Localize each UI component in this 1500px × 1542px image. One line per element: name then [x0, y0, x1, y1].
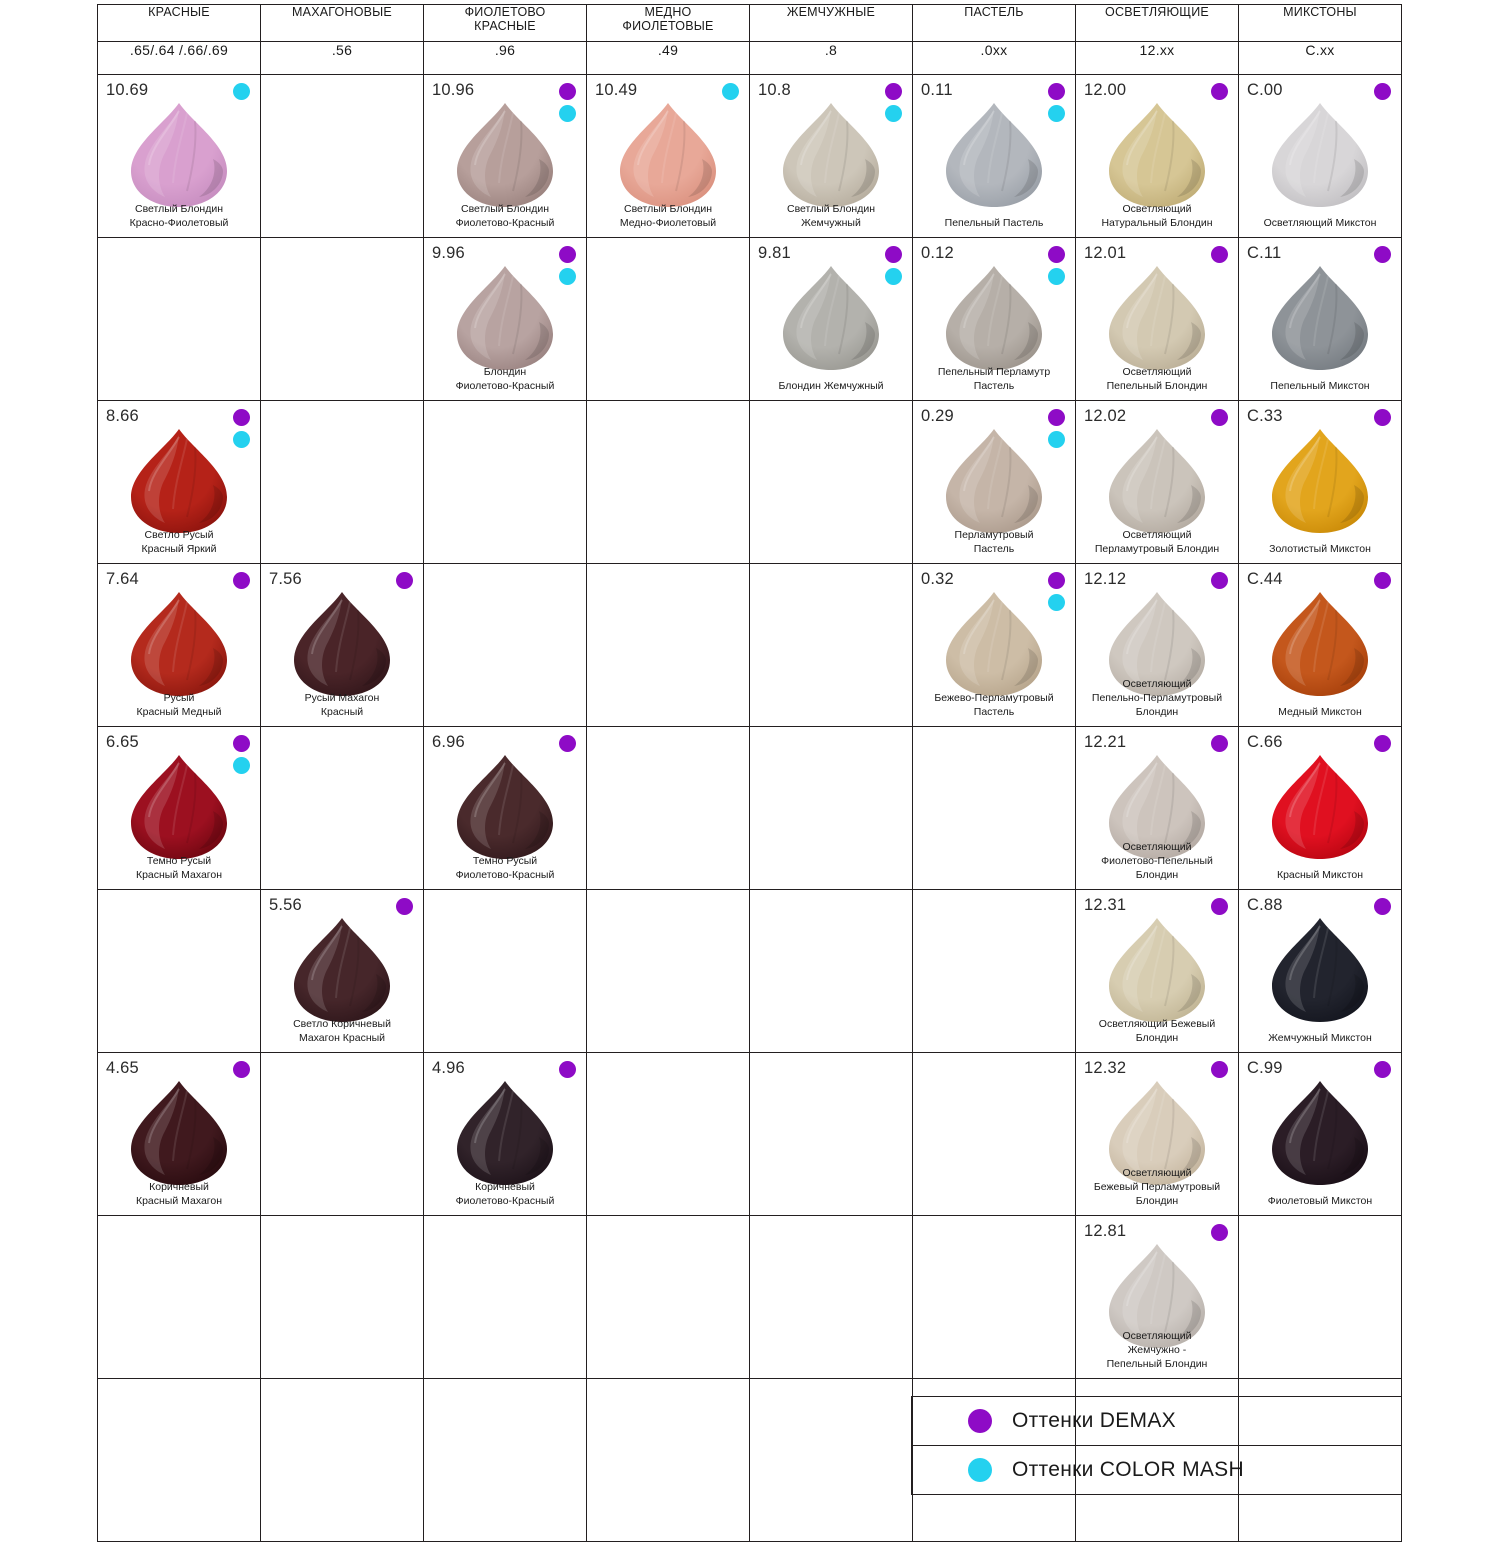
shade-cell — [424, 1053, 587, 1216]
shade-card[interactable] — [1076, 890, 1238, 1052]
shade-badges — [233, 572, 250, 589]
shade-name: Жемчужный Микстон — [1268, 1032, 1372, 1045]
empty-cell — [750, 401, 913, 564]
demax-dot-icon — [233, 572, 250, 589]
shade-name: Блондин Фиолетово-Красный — [455, 366, 555, 393]
shade-name: Осветляющий Натуральный Блондин — [1101, 203, 1213, 230]
hair-swatch-icon — [773, 101, 889, 209]
shade-card[interactable] — [913, 401, 1075, 563]
shade-name: Осветляющий Фиолетово-Пепельный Блондин — [1101, 841, 1213, 882]
demax-dot-icon — [233, 409, 250, 426]
column-code-subheader: .96 — [424, 42, 587, 75]
shade-cell — [1239, 1053, 1402, 1216]
demax-dot-icon — [559, 1061, 576, 1078]
demax-dot-icon — [1211, 83, 1228, 100]
shade-cell — [1239, 238, 1402, 401]
shade-code: 12.00 — [1084, 81, 1127, 99]
shade-cell — [1239, 401, 1402, 564]
column-header: ЖЕМЧУЖНЫЕ — [750, 5, 913, 42]
shade-code: 0.29 — [921, 407, 954, 425]
shade-code: C.33 — [1247, 407, 1283, 425]
demax-dot-icon — [1048, 246, 1065, 263]
empty-cell — [587, 564, 750, 727]
empty-cell — [424, 1216, 587, 1379]
shade-card[interactable] — [1076, 1216, 1238, 1378]
demax-dot-icon — [1211, 246, 1228, 263]
column-code-subheader: .0xx — [913, 42, 1076, 75]
hair-swatch-icon — [1262, 916, 1378, 1024]
shade-card[interactable] — [424, 75, 586, 237]
shade-cell — [1239, 890, 1402, 1053]
shade-name: Русый Красный Медный — [136, 692, 222, 719]
empty-cell — [587, 401, 750, 564]
demax-dot-icon — [559, 246, 576, 263]
demax-dot-icon — [559, 735, 576, 752]
shade-badges — [1374, 409, 1391, 426]
shade-code: C.88 — [1247, 896, 1283, 914]
table-row — [98, 401, 1402, 564]
shade-name: Светлый Блондин Жемчужный — [786, 203, 875, 230]
shade-card[interactable] — [1239, 401, 1401, 563]
hair-swatch-icon — [1099, 264, 1215, 372]
legend-label: Оттенки COLOR MASH — [1012, 1458, 1244, 1481]
table-row — [98, 890, 1402, 1053]
hair-swatch-icon — [284, 590, 400, 698]
shade-badges — [1211, 898, 1228, 915]
column-header: МЕДНО ФИОЛЕТОВЫЕ — [587, 5, 750, 42]
shade-name: Перламутровый Пастель — [954, 529, 1034, 556]
demax-dot-icon — [233, 1061, 250, 1078]
color-mash-dot-icon — [968, 1458, 992, 1482]
column-header: ПАСТЕЛЬ — [913, 5, 1076, 42]
shade-cell — [1076, 238, 1239, 401]
demax-dot-icon — [1374, 83, 1391, 100]
hair-swatch-icon — [1262, 1079, 1378, 1187]
shade-code: C.66 — [1247, 733, 1283, 751]
shade-code: 12.31 — [1084, 896, 1127, 914]
empty-cell — [98, 238, 261, 401]
shade-code: 12.02 — [1084, 407, 1127, 425]
shade-code: 8.66 — [106, 407, 139, 425]
shade-card[interactable] — [98, 75, 260, 237]
demax-dot-icon — [396, 572, 413, 589]
shade-cell — [1076, 401, 1239, 564]
shade-code: 10.96 — [432, 81, 475, 99]
shade-cell — [913, 401, 1076, 564]
shade-card[interactable] — [98, 564, 260, 726]
hair-swatch-icon — [1262, 753, 1378, 861]
column-header: КРАСНЫЕ — [98, 5, 261, 42]
empty-cell — [424, 564, 587, 727]
demax-dot-icon — [1048, 572, 1065, 589]
empty-cell — [587, 890, 750, 1053]
column-code-subheader: C.xx — [1239, 42, 1402, 75]
shade-cell — [913, 564, 1076, 727]
demax-dot-icon — [1374, 246, 1391, 263]
hair-swatch-icon — [121, 101, 237, 209]
empty-cell — [1239, 1216, 1402, 1379]
shade-name: Русый Махагон Красный — [304, 692, 380, 719]
demax-dot-icon — [1211, 1224, 1228, 1241]
shade-cell — [1239, 727, 1402, 890]
shade-card[interactable] — [1076, 727, 1238, 889]
hair-swatch-icon — [121, 753, 237, 861]
shade-code: 12.81 — [1084, 1222, 1127, 1240]
hair-swatch-icon — [447, 264, 563, 372]
empty-cell — [261, 1053, 424, 1216]
shade-name: Осветляющий Пепельный Блондин — [1106, 366, 1208, 393]
empty-cell — [750, 1379, 913, 1542]
hair-swatch-icon — [610, 101, 726, 209]
shade-code: 0.32 — [921, 570, 954, 588]
empty-cell — [424, 890, 587, 1053]
empty-cell — [913, 890, 1076, 1053]
shade-badges — [233, 83, 250, 100]
empty-cell — [913, 1216, 1076, 1379]
shade-cell — [98, 75, 261, 238]
table-row — [98, 1053, 1402, 1216]
shade-name: Бежево-Перламутровый Пастель — [934, 692, 1054, 719]
shade-card[interactable] — [1076, 75, 1238, 237]
shade-cell — [1076, 727, 1239, 890]
hair-swatch-icon — [121, 427, 237, 535]
shade-badges — [1211, 572, 1228, 589]
shade-cell — [587, 75, 750, 238]
shade-name: Пепельный Пастель — [944, 217, 1044, 230]
hair-swatch-icon — [284, 916, 400, 1024]
shade-cell — [1076, 564, 1239, 727]
empty-cell — [750, 1053, 913, 1216]
shade-code: 10.49 — [595, 81, 638, 99]
column-header: МИКСТОНЫ — [1239, 5, 1402, 42]
shade-code: 10.69 — [106, 81, 149, 99]
shade-code: C.00 — [1247, 81, 1283, 99]
shade-name: Осветляющий Микстон — [1263, 217, 1377, 230]
empty-cell — [587, 1053, 750, 1216]
shade-name: Коричневый Фиолетово-Красный — [455, 1181, 555, 1208]
color-mash-dot-icon — [233, 83, 250, 100]
shade-card[interactable] — [750, 238, 912, 400]
hair-swatch-icon — [773, 264, 889, 372]
demax-dot-icon — [1374, 898, 1391, 915]
shade-card[interactable] — [98, 727, 260, 889]
demax-dot-icon — [1048, 409, 1065, 426]
shade-code: 12.21 — [1084, 733, 1127, 751]
demax-dot-icon — [1374, 1061, 1391, 1078]
shade-name: Пепельный Микстон — [1270, 380, 1370, 393]
shade-code: 4.96 — [432, 1059, 465, 1077]
shade-name: Светлый Блондин Фиолетово-Красный — [455, 203, 555, 230]
shade-code: 7.56 — [269, 570, 302, 588]
demax-dot-icon — [1374, 409, 1391, 426]
shade-card[interactable] — [750, 75, 912, 237]
shade-name: Золотистый Микстон — [1269, 543, 1371, 556]
shade-cell — [261, 564, 424, 727]
shade-cell — [424, 75, 587, 238]
shade-cell — [1239, 564, 1402, 727]
demax-dot-icon — [885, 83, 902, 100]
empty-cell — [750, 727, 913, 890]
demax-dot-icon — [1211, 735, 1228, 752]
shade-card[interactable] — [1239, 890, 1401, 1052]
shade-badges — [396, 572, 413, 589]
shade-badges — [1374, 898, 1391, 915]
empty-cell — [261, 75, 424, 238]
shade-badges — [233, 1061, 250, 1078]
column-header: МАХАГОНОВЫЕ — [261, 5, 424, 42]
shade-badges — [1211, 1224, 1228, 1241]
shade-card[interactable] — [424, 727, 586, 889]
shade-cell — [1076, 1053, 1239, 1216]
shade-name: Темно Русый Красный Махагон — [135, 855, 223, 882]
column-code-subheader: .56 — [261, 42, 424, 75]
shade-code: 4.65 — [106, 1059, 139, 1077]
hair-swatch-icon — [936, 590, 1052, 698]
column-code-subheader: .8 — [750, 42, 913, 75]
shade-card[interactable] — [261, 890, 423, 1052]
legend-item-demax — [912, 1396, 1401, 1445]
shade-card[interactable] — [1239, 75, 1401, 237]
shade-badges — [1211, 246, 1228, 263]
shade-card[interactable] — [913, 75, 1075, 237]
table-row — [98, 1216, 1402, 1379]
empty-cell — [750, 1216, 913, 1379]
table-row — [98, 238, 1402, 401]
shade-name: Блондин Жемчужный — [778, 380, 884, 393]
shade-card[interactable] — [1076, 564, 1238, 726]
hair-swatch-icon — [1262, 101, 1378, 209]
shade-badges — [1374, 83, 1391, 100]
shade-name: Медный Микстон — [1278, 706, 1362, 719]
shade-name: Осветляющий Бежевый Блондин — [1098, 1018, 1216, 1045]
shade-badges — [1374, 1061, 1391, 1078]
hair-swatch-icon — [447, 101, 563, 209]
shade-cell — [1076, 75, 1239, 238]
demax-dot-icon — [559, 83, 576, 100]
shade-cell — [750, 75, 913, 238]
shade-badges — [1211, 409, 1228, 426]
shade-cell — [424, 238, 587, 401]
shade-badges — [722, 83, 739, 100]
column-code-subheader: 12.xx — [1076, 42, 1239, 75]
shade-name: Красный Микстон — [1276, 869, 1364, 882]
empty-cell — [587, 1379, 750, 1542]
empty-cell — [261, 1216, 424, 1379]
shade-code: 5.56 — [269, 896, 302, 914]
shade-name: Светлый Блондин Медно-Фиолетовый — [619, 203, 717, 230]
demax-dot-icon — [1211, 898, 1228, 915]
shade-name: Темно Русый Фиолетово-Красный — [455, 855, 555, 882]
shade-code: 12.32 — [1084, 1059, 1127, 1077]
demax-dot-icon — [1048, 83, 1065, 100]
demax-dot-icon — [885, 246, 902, 263]
empty-cell — [261, 238, 424, 401]
column-header: ОСВЕТЛЯЮЩИЕ — [1076, 5, 1239, 42]
shade-code: 7.64 — [106, 570, 139, 588]
column-code-subheader: .49 — [587, 42, 750, 75]
empty-cell — [261, 1379, 424, 1542]
shade-badges — [559, 1061, 576, 1078]
shade-code: 9.96 — [432, 244, 465, 262]
empty-cell — [424, 1379, 587, 1542]
shade-code: 6.65 — [106, 733, 139, 751]
shade-cell — [98, 1053, 261, 1216]
color-mash-dot-icon — [722, 83, 739, 100]
shade-cell — [98, 401, 261, 564]
empty-cell — [587, 727, 750, 890]
demax-dot-icon — [968, 1409, 992, 1433]
empty-cell — [98, 1379, 261, 1542]
shade-badges — [1374, 246, 1391, 263]
shade-code: 12.01 — [1084, 244, 1127, 262]
shade-code: 10.8 — [758, 81, 791, 99]
shade-card[interactable] — [1076, 238, 1238, 400]
table-row — [98, 727, 1402, 890]
shade-badges — [1374, 572, 1391, 589]
shade-badges — [559, 735, 576, 752]
demax-dot-icon — [233, 735, 250, 752]
shade-badges — [1211, 735, 1228, 752]
hair-swatch-icon — [1099, 916, 1215, 1024]
shade-name: Светлый Блондин Красно-Фиолетовый — [129, 203, 229, 230]
empty-cell — [913, 1053, 1076, 1216]
hair-swatch-icon — [936, 264, 1052, 372]
legend-item-color-mash — [912, 1445, 1401, 1494]
empty-cell — [587, 1216, 750, 1379]
empty-cell — [98, 890, 261, 1053]
shade-code: 0.11 — [921, 81, 953, 99]
shade-card[interactable] — [913, 564, 1075, 726]
legend — [911, 1396, 1402, 1495]
shade-cell — [261, 890, 424, 1053]
empty-cell — [261, 401, 424, 564]
demax-dot-icon — [1211, 572, 1228, 589]
shade-card[interactable] — [587, 75, 749, 237]
hair-swatch-icon — [447, 753, 563, 861]
shade-name: Коричневый Красный Махагон — [135, 1181, 223, 1208]
shade-badges — [1211, 1061, 1228, 1078]
demax-dot-icon — [1374, 572, 1391, 589]
shade-name: Осветляющий Жемчужно - Пепельный Блондин — [1106, 1330, 1208, 1371]
hair-swatch-icon — [1099, 427, 1215, 535]
shade-name: Осветляющий Пепельно-Перламутровый Блондин — [1091, 678, 1223, 719]
hair-swatch-icon — [1262, 264, 1378, 372]
shade-cell — [913, 75, 1076, 238]
shade-card[interactable] — [1239, 564, 1401, 726]
column-code-subheader: .65/.64 /.66/.69 — [98, 42, 261, 75]
shade-card[interactable] — [98, 1053, 260, 1215]
table-header-row — [98, 5, 1402, 42]
column-header: ФИОЛЕТОВО КРАСНЫЕ — [424, 5, 587, 42]
table-row — [98, 564, 1402, 727]
demax-dot-icon — [1211, 409, 1228, 426]
shade-name: Пепельный Перламутр Пастель — [937, 366, 1051, 393]
shade-cell — [913, 238, 1076, 401]
empty-cell — [261, 727, 424, 890]
shade-name: Фиолетовый Микстон — [1267, 1195, 1373, 1208]
table-row — [98, 75, 1402, 238]
shade-code: 6.96 — [432, 733, 465, 751]
shade-card[interactable] — [424, 1053, 586, 1215]
shade-name: Осветляющий Перламутровый Блондин — [1094, 529, 1220, 556]
hair-swatch-icon — [1099, 101, 1215, 209]
shade-card[interactable] — [1239, 1053, 1401, 1215]
shade-card[interactable] — [1076, 1053, 1238, 1215]
shade-cell — [98, 564, 261, 727]
hair-swatch-icon — [121, 590, 237, 698]
hair-swatch-icon — [936, 427, 1052, 535]
shade-badges — [1211, 83, 1228, 100]
empty-cell — [98, 1216, 261, 1379]
shade-code: C.44 — [1247, 570, 1283, 588]
shade-cell — [424, 727, 587, 890]
hair-swatch-icon — [1262, 427, 1378, 535]
shade-card[interactable] — [913, 238, 1075, 400]
shade-cell — [98, 727, 261, 890]
empty-cell — [913, 727, 1076, 890]
shade-cell — [1239, 75, 1402, 238]
shade-card[interactable] — [424, 238, 586, 400]
shade-badges — [1374, 735, 1391, 752]
shade-code: 12.12 — [1084, 570, 1127, 588]
empty-cell — [587, 238, 750, 401]
shade-code: 9.81 — [758, 244, 791, 262]
shade-name: Осветляющий Бежевый Перламутровый Блондин — [1093, 1167, 1221, 1208]
shade-cell — [1076, 890, 1239, 1053]
shade-card[interactable] — [1239, 727, 1401, 889]
demax-dot-icon — [396, 898, 413, 915]
shade-card[interactable] — [1239, 238, 1401, 400]
shade-card[interactable] — [261, 564, 423, 726]
hair-swatch-icon — [447, 1079, 563, 1187]
table-subheader-row — [98, 42, 1402, 75]
shade-card[interactable] — [1076, 401, 1238, 563]
empty-cell — [424, 401, 587, 564]
demax-dot-icon — [1211, 1061, 1228, 1078]
shade-name: Светло Русый Красный Яркий — [141, 529, 217, 556]
empty-cell — [750, 564, 913, 727]
hair-swatch-icon — [936, 101, 1052, 209]
empty-cell — [750, 890, 913, 1053]
shade-cell — [750, 238, 913, 401]
shade-name: Светло Коричневый Махагон Красный — [293, 1018, 391, 1045]
shade-cell — [1076, 1216, 1239, 1379]
shade-code: C.99 — [1247, 1059, 1283, 1077]
shade-card[interactable] — [98, 401, 260, 563]
hair-swatch-icon — [1262, 590, 1378, 698]
shade-badges — [396, 898, 413, 915]
demax-dot-icon — [1374, 735, 1391, 752]
shade-code: 0.12 — [921, 244, 954, 262]
hair-color-table — [97, 4, 1402, 1542]
shade-code: C.11 — [1247, 244, 1282, 262]
legend-label: Оттенки DEMAX — [1012, 1409, 1176, 1432]
hair-swatch-icon — [121, 1079, 237, 1187]
